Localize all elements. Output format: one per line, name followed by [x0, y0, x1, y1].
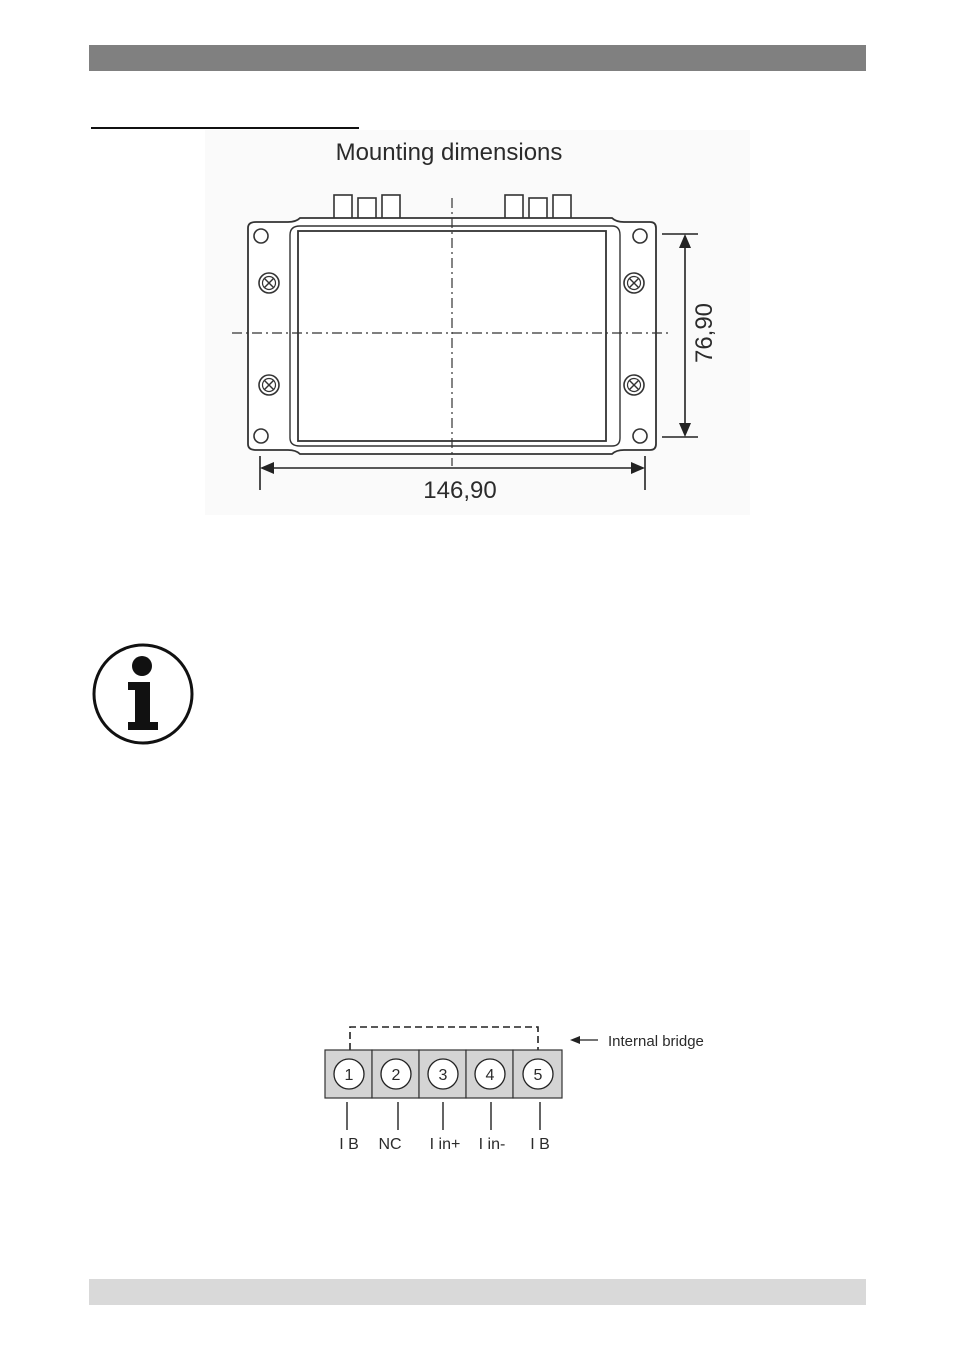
- terminal-1: [325, 1050, 372, 1153]
- terminal-label: NC: [378, 1136, 402, 1153]
- mounting-figure-title: Mounting dimensions: [335, 139, 563, 166]
- terminal-label: I B: [339, 1136, 359, 1153]
- internal-bridge-line: [350, 1027, 538, 1050]
- terminal-4: [466, 1050, 513, 1153]
- terminal-number: 5: [533, 1067, 543, 1084]
- terminal-number: 2: [391, 1067, 401, 1084]
- terminal-3: [419, 1050, 466, 1153]
- terminal-5: [513, 1050, 562, 1153]
- terminal-label: I in-: [478, 1136, 506, 1153]
- height-dimension-label: 76,90: [691, 302, 718, 364]
- terminal-number: 4: [485, 1067, 495, 1084]
- terminal-2: [372, 1050, 419, 1153]
- terminal-label: I in+: [429, 1136, 461, 1153]
- internal-bridge-label: Internal bridge: [608, 1033, 704, 1050]
- terminal-number: 1: [344, 1067, 354, 1084]
- terminal-number: 3: [438, 1067, 448, 1084]
- terminal-label: I B: [530, 1136, 550, 1153]
- footer-bar: [89, 1279, 866, 1305]
- width-dimension-label: 146,90: [423, 477, 497, 504]
- bridge-arrow-icon: [570, 1036, 598, 1044]
